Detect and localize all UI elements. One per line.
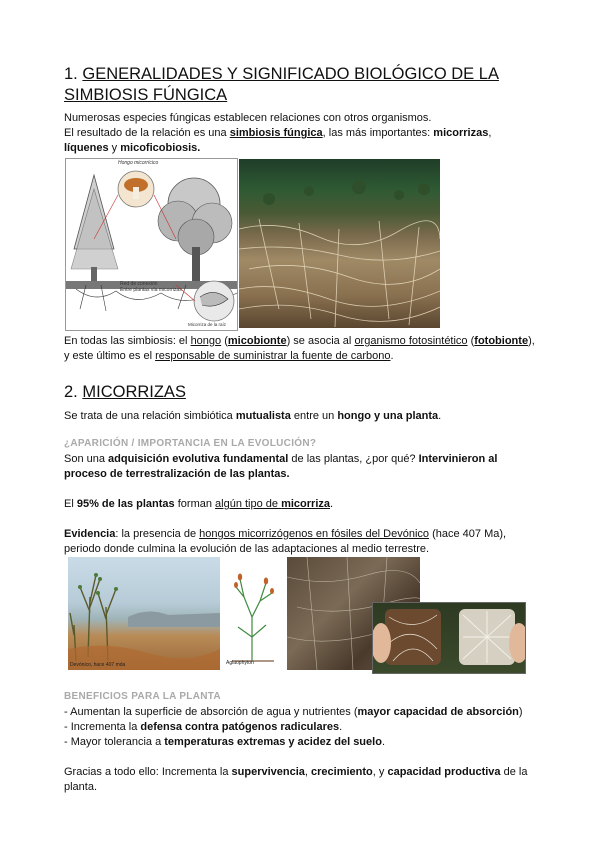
section-2-intro	[64, 409, 544, 424]
paragraph: Gracias a todo ello: Incrementa la supervivencia, crecimiento, y capacidad productiva de la	[64, 766, 528, 778]
figure-label: Hongo micorrícico	[118, 160, 159, 166]
subheading-benefits: BENEFICIOS PARA LA PLANTA	[64, 691, 221, 702]
paragraph: El 95% de las plantas forman algún tipo de micorriza.	[64, 498, 334, 510]
figure-caption: Devónico, hace 407 mda	[70, 662, 126, 668]
figure-label: Red de conexión Entre plantas vía micorrizas	[120, 281, 182, 293]
root-ball-comparison-photo	[372, 602, 526, 674]
mycelium-texture-svg	[239, 159, 440, 328]
subheading-evolution: ¿APARICIÓN / IMPORTANCIA EN LA EVOLUCIÓN?	[64, 438, 317, 449]
aglaophyton-svg	[222, 557, 284, 670]
figure-label: Micorriza de la raíz	[188, 322, 227, 327]
paragraph: proceso de terrestralización de las plantas.	[64, 468, 290, 480]
tree-illustration-svg	[66, 159, 237, 330]
conclusion-text	[64, 765, 544, 795]
paragraph: Evidencia: la presencia de hongos micorrizógenos en fósiles del Devónico (hace 407 Ma),	[64, 528, 507, 540]
devonian-plants-svg	[68, 557, 220, 670]
section-2-title: MICORRIZAS	[82, 383, 186, 401]
benefits-list	[64, 705, 544, 750]
paragraph: Son una adquisición evolutiva fundamental de las plantas, ¿por qué? Intervinieron al	[64, 453, 498, 465]
section-1-number: 1.	[64, 65, 78, 83]
paragraph: líquenes y micoficobiosis.	[64, 142, 201, 154]
section-2-number: 2.	[64, 383, 78, 401]
list-item: - Incrementa la defensa contra patógenos radiculares.	[64, 721, 343, 733]
paragraph: Numerosas especies fúngicas establecen relaciones con otros organismos.	[64, 112, 432, 124]
list-item: - Mayor tolerancia a temperaturas extremas y acidez del suelo.	[64, 736, 385, 748]
list-item: - Aumentan la superficie de absorción de agua y nutrientes (mayor capacidad de absorción)	[64, 706, 523, 718]
paragraph: planta.	[64, 781, 98, 793]
root-balls-svg	[373, 603, 525, 673]
section-1-heading	[64, 64, 544, 106]
section-1-intro	[64, 111, 544, 156]
aglaophyton-illustration	[222, 557, 284, 670]
section-2-heading	[64, 382, 544, 403]
section-1-title: GENERALIDADES Y SIGNIFICADO BIOLÓGICO DE LA SIMBIOSIS FÚNGICA	[64, 65, 499, 104]
evidence-text	[64, 527, 544, 557]
evolution-text	[64, 452, 544, 482]
figure-caption: Aglaophyton	[226, 660, 254, 666]
paragraph: Se trata de una relación simbiótica mutualista entre un hongo y una planta.	[64, 410, 442, 422]
mycorrhiza-tree-illustration	[65, 158, 238, 331]
paragraph: y este último es el responsable de suministrar la fuente de carbono.	[64, 350, 394, 362]
paragraph: El resultado de la relación es una simbiosis fúngica, las más importantes: micorrizas,	[64, 127, 492, 139]
paragraph: periodo donde culmina la evolución de las adaptaciones al medio terrestre.	[64, 543, 430, 555]
percentage-text	[64, 497, 544, 512]
section-1-symbiosis-text	[64, 334, 544, 364]
mycelium-photo	[239, 159, 440, 328]
devonian-landscape-illustration	[68, 557, 220, 670]
paragraph: En todas las simbiosis: el hongo (micobionte) se asocia al organismo fotosintético (fotobionte),	[64, 335, 535, 347]
